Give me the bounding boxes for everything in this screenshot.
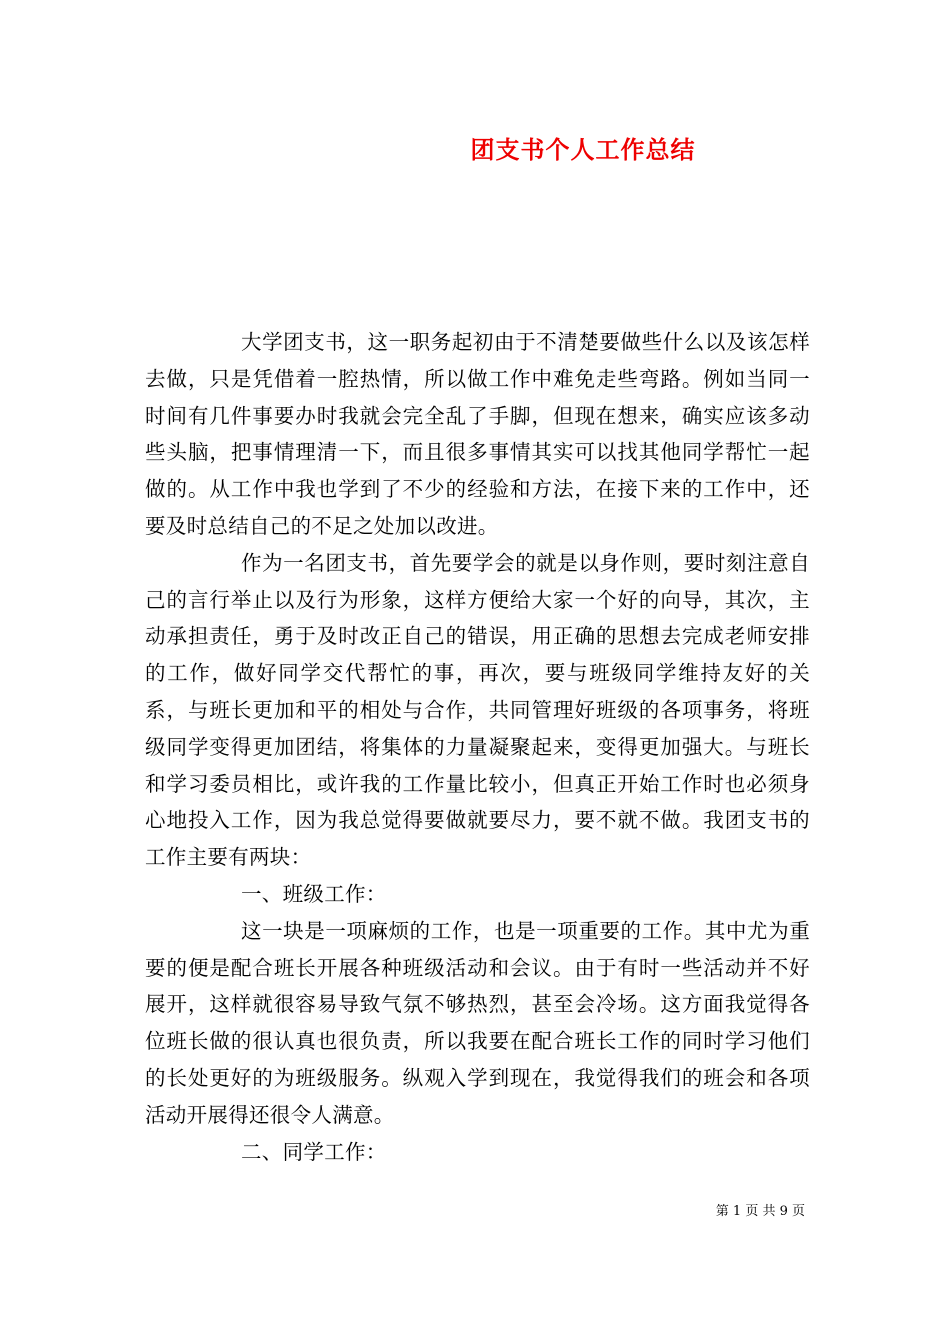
page-title: 团支书个人工作总结 [470, 135, 696, 164]
paragraph-class-work: 这一块是一项麻烦的工作，也是一项重要的工作。其中尤为重要的便是配合班长开展各种班级活动和会议。由于有时一些活动并不好展开，这样就很容易导致气氛不够热烈，甚至会冷场。这方面我觉得各位班长做的很认真也很负责，所以我要在配合班长工作的同时学习他们的长处更好的为班级服务。纵观入学到现在，我觉得我们的班会和各项活动开展得还很令人满意。 [145, 918, 810, 1127]
section-heading-class-work: 一、班级工作： [241, 881, 387, 906]
paragraph-intro: 大学团支书，这一职务起初由于不清楚要做些什么以及该怎样去做，只是凭借着一腔热情，所以做工作中难免走些弯路。例如当同一时间有几件事要办时我就会完全乱了手脚，但现在想来，确实应该多动些头脑，把事情理清一下，而且很多事情其实可以找其他同学帮忙一起做的。从工作中我也学到了不少的经验和方法，在接下来的工作中，还要及时总结自己的不足之处加以改进。 [145, 330, 810, 538]
paragraph-role: 作为一名团支书，首先要学会的就是以身作则，要时刻注意自己的言行举止以及行为形象，这样方便给大家一个好的向导，其次，主动承担责任，勇于及时改正自己的错误，用正确的思想去完成老师安排的工作，做好同学交代帮忙的事，再次，要与班级同学维持友好的关系，与班长更加和平的相处与合作，共同管理好班级的各项事务，将班级同学变得更加团结，将集体的力量凝聚起来，变得更加强大。与班长和学习委员相比，或许我的工作量比较小，但真正开始工作时也必须身心地投入工作，因为我总觉得要做就要尽力，要不就不做。我团支书的工作主要有两块： [145, 550, 810, 870]
page-number-footer: 第 1 页 共 9 页 [715, 1204, 805, 1219]
section-heading-student-work: 二、同学工作： [241, 1139, 387, 1164]
document-body [145, 324, 810, 1170]
